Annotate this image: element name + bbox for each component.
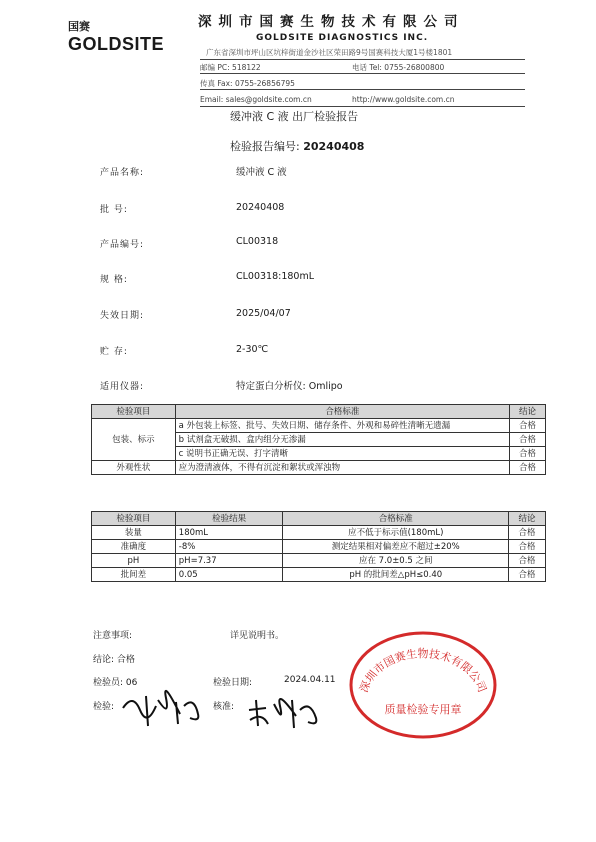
inspector-signature-image (118, 688, 208, 730)
info-label: 批 号: (100, 205, 128, 215)
divider (200, 106, 525, 107)
table-cell-value: 180mL (175, 526, 283, 540)
table-header: 检验结果 (175, 512, 283, 526)
table-cell-standard: c 说明书正确无误、打字清晰 (175, 447, 509, 461)
table-header-row (92, 405, 546, 419)
table-header-row (92, 512, 546, 526)
table-cell-item: 准确度 (92, 540, 176, 554)
report-title: 缓冲液 C 液 出厂检验报告 (230, 110, 359, 123)
website: http://www.goldsite.com.cn (352, 95, 455, 104)
table-row (92, 568, 546, 582)
table-cell-result: 合格 (509, 554, 546, 568)
table-cell-item: 装量 (92, 526, 176, 540)
table-cell-standard: 应不低于标示值(180mL) (283, 526, 509, 540)
company-name-en: GOLDSITE DIAGNOSTICS INC. (256, 33, 429, 43)
table-cell-standard: 应为澄清液体，不得有沉淀和絮状或浑浊物 (175, 461, 509, 475)
attention-value: 详见说明书。 (230, 631, 285, 641)
table-cell-result: 合格 (510, 447, 546, 461)
table-cell-result: 合格 (510, 433, 546, 447)
info-value: CL00318 (236, 236, 279, 247)
postcode: 邮编 PC: 518122 (200, 63, 261, 72)
table-cell-result: 合格 (510, 461, 546, 475)
fax: 传真 Fax: 0755-26856795 (200, 79, 295, 88)
table-header: 合格标准 (283, 512, 509, 526)
info-value: 缓冲液 C 液 (236, 167, 287, 178)
attention-label: 注意事项: (93, 631, 133, 641)
table-header: 结论 (509, 512, 546, 526)
stamp-arc-text: 深圳市国赛生物技术有限公司 (357, 647, 489, 695)
table-row (92, 540, 546, 554)
company-name-cn: 深圳市国赛生物技术有限公司 (198, 14, 465, 30)
inspector-number: 检验员: 06 (93, 678, 138, 688)
info-value: 20240408 (236, 202, 285, 213)
quality-inspection-stamp (347, 629, 499, 741)
info-label: 适用仪器: (100, 382, 145, 392)
table-cell-value: 0.05 (175, 568, 283, 582)
table-header: 检验项目 (92, 405, 176, 419)
table-header: 合格标准 (175, 405, 509, 419)
info-value: 特定蛋白分析仪: Omlipo (236, 381, 343, 392)
phone: 电话 Tel: 0755-26800800 (352, 63, 445, 72)
info-label: 贮 存: (100, 347, 128, 357)
table-row (92, 554, 546, 568)
report-number (230, 138, 364, 154)
stamp-center-text: 质量检验专用章 (384, 703, 462, 716)
info-value: 2-30℃ (236, 344, 269, 355)
packaging-inspection-table (91, 404, 546, 475)
inspector-label: 检验: (93, 702, 115, 712)
table-cell-item: 包装、标示 (92, 419, 176, 461)
table-cell-result: 合格 (510, 419, 546, 433)
table-row (92, 419, 546, 433)
table-header: 结论 (510, 405, 546, 419)
table-cell-item: pH (92, 554, 176, 568)
table-cell-item: 外观性状 (92, 461, 176, 475)
info-label: 产品名称: (100, 168, 145, 178)
divider (200, 73, 525, 74)
table-cell-value: -8% (175, 540, 283, 554)
inspection-date-label: 检验日期: (213, 678, 253, 688)
logo-en: GOLDSITE (68, 34, 165, 54)
report-number-label: 检验报告编号: (230, 140, 300, 153)
table-row (92, 526, 546, 540)
table-cell-result: 合格 (509, 526, 546, 540)
approver-signature-image (244, 694, 324, 732)
divider (200, 59, 525, 60)
info-value: 2025/04/07 (236, 308, 291, 319)
info-label: 规 格: (100, 275, 128, 285)
table-cell-result: 合格 (509, 540, 546, 554)
company-logo (68, 18, 188, 58)
table-cell-standard: 应在 7.0±0.5 之间 (283, 554, 509, 568)
info-value: CL00318:180mL (236, 271, 315, 282)
table-cell-item: 批间差 (92, 568, 176, 582)
company-address: 广东省深圳市坪山区坑梓街道金沙社区荣田路9号国赛科技大厦1号楼1801 (206, 48, 453, 57)
table-cell-standard: 测定结果相对偏差应不超过±20% (283, 540, 509, 554)
table-cell-value: pH=7.37 (175, 554, 283, 568)
svg-text:深圳市国赛生物技术有限公司 (357, 646, 488, 694)
email: Email: sales@goldsite.com.cn (200, 95, 312, 104)
table-cell-standard: pH 的批间差△pH≤0.40 (283, 568, 509, 582)
table-row (92, 461, 546, 475)
performance-inspection-table (91, 511, 546, 582)
conclusion: 结论: 合格 (93, 655, 135, 665)
info-label: 失效日期: (100, 311, 145, 321)
info-label: 产品编号: (100, 240, 145, 250)
approver-label: 核准: (213, 702, 235, 712)
report-number-value: 20240408 (303, 140, 365, 153)
table-cell-standard: a 外包装上标签、批号、失效日期、储存条件、外观和易碎性清晰无遗漏 (175, 419, 509, 433)
inspection-date: 2024.04.11 (284, 675, 336, 685)
table-cell-result: 合格 (509, 568, 546, 582)
divider (200, 89, 525, 90)
table-cell-standard: b 试剂盒无破损、盒内组分无渗漏 (175, 433, 509, 447)
logo-cn: 国赛 (68, 20, 90, 33)
table-header: 检验项目 (92, 512, 176, 526)
